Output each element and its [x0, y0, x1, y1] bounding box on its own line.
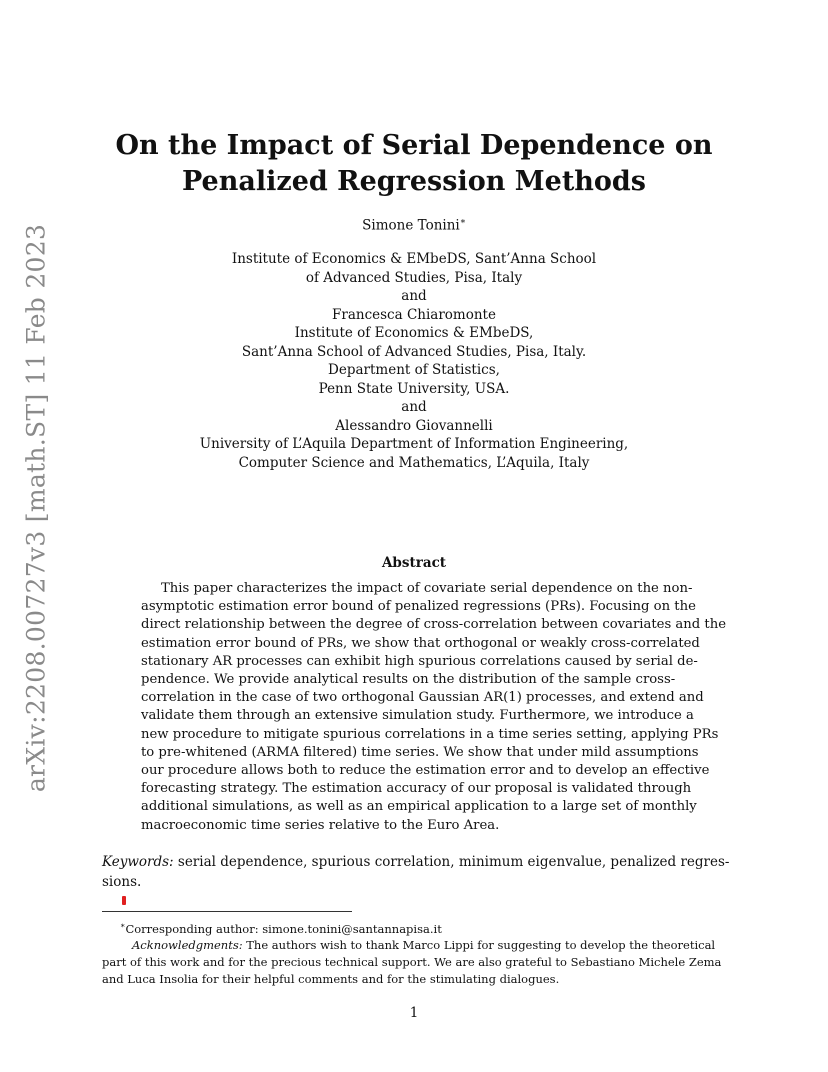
affiliation-line: of Advanced Studies, Pisa, Italy	[305, 269, 523, 286]
title-line: On the Impact of Serial Dependence on	[115, 130, 713, 161]
first-author	[0, 217, 828, 234]
keywords-line: sions.	[102, 874, 142, 890]
affiliation-line: University of L’Aquila Department of Information Engineering,	[199, 436, 629, 452]
abstract-line: asymptotic estimation error bound of penalized regressions (PRs). Focusing on the	[141, 599, 696, 615]
affiliation-line: Computer Science and Mathematics, L’Aquila, Italy	[238, 454, 590, 471]
corresponding-author-text: Corresponding author: simone.tonini@santannapisa.it	[125, 921, 442, 936]
affiliation-line: Department of Statistics,	[328, 362, 500, 378]
abstract-heading: Abstract	[381, 555, 447, 571]
footnotes-block	[102, 918, 728, 987]
abstract-line: validate them through an extensive simulation study. Furthermore, we introduce a	[141, 708, 694, 724]
abstract-line: forecasting strategy. The estimation accuracy of our proposal is validated through	[141, 781, 692, 797]
affiliation-line: and	[401, 288, 427, 304]
footnote-ack-line	[102, 937, 728, 954]
abstract-line: macroeconomic time series relative to the Euro Area.	[141, 817, 500, 833]
paper-title	[0, 128, 828, 200]
affiliation-line: Institute of Economics & EMbeDS, Sant’Anna School	[231, 251, 597, 267]
footnote-corresponding	[102, 918, 728, 937]
keywords-line	[102, 852, 728, 872]
affiliation-line: and	[401, 399, 427, 415]
arxiv-identifier: arXiv:2208.00727v3 [math.ST] 11 Feb 2023	[21, 223, 51, 793]
abstract-line: additional simulations, as well as an empirical application to a large set of monthly	[141, 799, 697, 815]
red-marker-icon	[122, 896, 126, 905]
acknowledgments-text: The authors wish to thank Marco Lippi for suggesting to develop the theoretical	[242, 938, 716, 953]
affiliation-line: Sant’Anna School of Advanced Studies, Pisa, Italy.	[241, 343, 587, 360]
affiliation-line: Penn State University, USA.	[318, 380, 510, 397]
abstract-line: our procedure allows both to reduce the estimation error and to develop an effective	[141, 763, 710, 779]
keywords-block	[102, 852, 728, 892]
acknowledgments-label: Acknowledgments:	[132, 938, 243, 953]
footnote-divider	[102, 911, 352, 912]
author-name: Simone Tonini	[362, 217, 460, 234]
footnote-ack-line: part of this work and for the precious technical support. We are also grateful to Sebastiano Michele Zema	[102, 955, 722, 970]
affiliation-line: Alessandro Giovannelli	[335, 417, 493, 434]
abstract-body	[141, 580, 726, 835]
footnote-ack-line: and Luca Insolia for their helpful comments and for the stimulating dialogues.	[102, 971, 560, 986]
abstract-line: new procedure to mitigate spurious correlations in a time series setting, applying PRs	[141, 726, 719, 742]
keywords-label: Keywords:	[102, 854, 174, 870]
footnote-mark: ∗	[120, 921, 126, 930]
abstract-line: direct relationship between the degree of cross-correlation between covariates and the	[141, 617, 726, 633]
abstract-line: stationary AR processes can exhibit high spurious correlations caused by serial de-	[141, 653, 698, 669]
abstract-line: This paper characterizes the impact of covariate serial dependence on the non-	[161, 581, 693, 596]
page-number: 1	[409, 1005, 419, 1021]
footnote-mark: ∗	[459, 217, 466, 227]
affiliations-block	[0, 250, 828, 472]
title-line: Penalized Regression Methods	[181, 166, 647, 197]
abstract-line: pendence. We provide analytical results on the distribution of the sample cross-	[141, 672, 676, 688]
abstract-line: to pre-whitened (ARMA filtered) time series. We show that under mild assumptions	[141, 744, 699, 760]
affiliation-line: Francesca Chiaromonte	[332, 306, 496, 323]
abstract-line: estimation error bound of PRs, we show that orthogonal or weakly cross-correlated	[141, 635, 700, 651]
affiliation-line: Institute of Economics & EMbeDS,	[294, 325, 534, 341]
abstract-line: correlation in the case of two orthogonal Gaussian AR(1) processes, and extend and	[141, 690, 704, 706]
keywords-text: serial dependence, spurious correlation, minimum eigenvalue, penalized regres-	[173, 854, 730, 870]
